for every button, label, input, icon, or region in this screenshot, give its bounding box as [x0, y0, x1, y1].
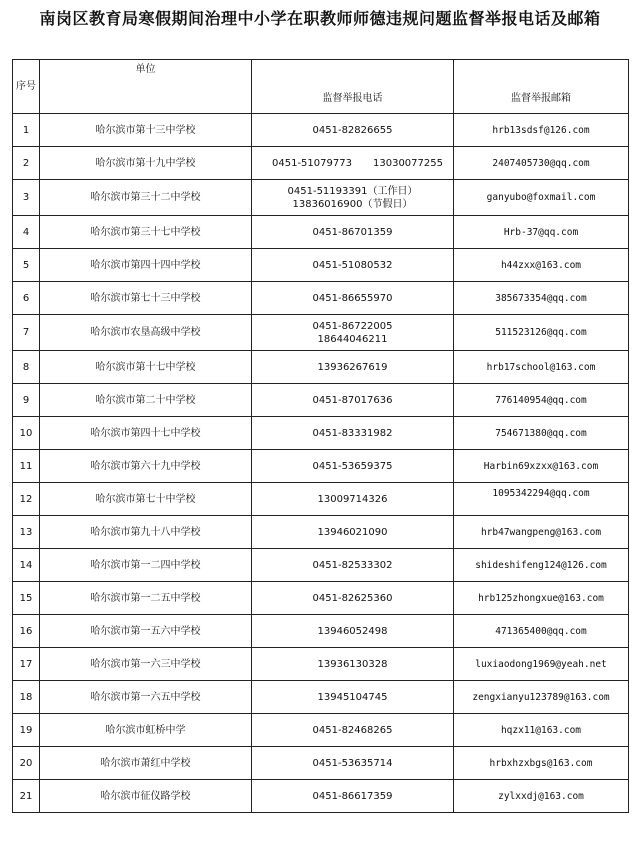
phone-primary: 0451-86722005: [312, 320, 393, 332]
table-row: [13, 417, 629, 450]
table-row: [13, 114, 629, 147]
email-cell: luxiaodong1969@yeah.net: [454, 648, 629, 681]
email-cell: h44zxx@163.com: [454, 249, 629, 282]
unit-name: 哈尔滨市第十九中学校: [40, 147, 252, 180]
unit-name: 哈尔滨市虹桥中学: [40, 714, 252, 747]
unit-name: 哈尔滨市第二十中学校: [40, 384, 252, 417]
unit-name: 哈尔滨市第三十七中学校: [40, 216, 252, 249]
table-row: [13, 648, 629, 681]
header-unit: 单位: [40, 60, 252, 114]
table-row: [13, 180, 629, 216]
table-row: [13, 216, 629, 249]
unit-name: 哈尔滨市第十七中学校: [40, 351, 252, 384]
row-number: 11: [13, 450, 40, 483]
row-number: 15: [13, 582, 40, 615]
phone-cell: 0451-51080532: [252, 249, 454, 282]
unit-name: 哈尔滨市第九十八中学校: [40, 516, 252, 549]
table-row: [13, 582, 629, 615]
row-number: 7: [13, 315, 40, 351]
row-number: 3: [13, 180, 40, 216]
table-row: [13, 681, 629, 714]
phone-cell: 13936267619: [252, 351, 454, 384]
header-no: 序号: [13, 60, 40, 114]
row-number: 16: [13, 615, 40, 648]
email-cell: 385673354@qq.com: [454, 282, 629, 315]
email-cell: 2407405730@qq.com: [454, 147, 629, 180]
table-row: [13, 450, 629, 483]
table-row: [13, 315, 629, 351]
unit-name: 哈尔滨市第一二四中学校: [40, 549, 252, 582]
email-cell: hqzx11@163.com: [454, 714, 629, 747]
email-cell: hrb125zhongxue@163.com: [454, 582, 629, 615]
row-number: 13: [13, 516, 40, 549]
table-row: [13, 483, 629, 516]
phone-cell: 13946021090: [252, 516, 454, 549]
phone-cell: 0451-82826655: [252, 114, 454, 147]
email-cell: hrb13sdsf@126.com: [454, 114, 629, 147]
row-number: 19: [13, 714, 40, 747]
phone-cell: 13936130328: [252, 648, 454, 681]
row-number: 12: [13, 483, 40, 516]
table-row: [13, 351, 629, 384]
email-cell: 776140954@qq.com: [454, 384, 629, 417]
unit-name: 哈尔滨市第六十九中学校: [40, 450, 252, 483]
header-email: 监督举报邮箱: [454, 60, 629, 114]
phone-cell: [252, 147, 454, 180]
email-cell: 471365400@qq.com: [454, 615, 629, 648]
row-number: 8: [13, 351, 40, 384]
phone-cell: 0451-87017636: [252, 384, 454, 417]
email-cell: zylxxdj@163.com: [454, 780, 629, 813]
email-cell: Hrb-37@qq.com: [454, 216, 629, 249]
phone-secondary: 13030077255: [373, 157, 443, 169]
row-number: 1: [13, 114, 40, 147]
phone-cell: [252, 315, 454, 351]
unit-name: 哈尔滨市第一二五中学校: [40, 582, 252, 615]
row-number: 18: [13, 681, 40, 714]
unit-name: 哈尔滨市第七十中学校: [40, 483, 252, 516]
table-row: [13, 249, 629, 282]
email-cell: hrb47wangpeng@163.com: [454, 516, 629, 549]
phone-secondary: 13836016900（节假日）: [292, 198, 413, 210]
email-cell: hrbxhzxbgs@163.com: [454, 747, 629, 780]
row-number: 6: [13, 282, 40, 315]
phone-cell: 0451-86617359: [252, 780, 454, 813]
row-number: 20: [13, 747, 40, 780]
phone-cell: 0451-82625360: [252, 582, 454, 615]
row-number: 21: [13, 780, 40, 813]
phone-secondary: 18644046211: [317, 333, 388, 345]
phone-cell: 0451-53635714: [252, 747, 454, 780]
unit-name: 哈尔滨市第四十七中学校: [40, 417, 252, 450]
phone-cell: 0451-82468265: [252, 714, 454, 747]
email-cell: 1095342294@qq.com: [454, 483, 629, 516]
unit-name: 哈尔滨市第七十三中学校: [40, 282, 252, 315]
table-row: [13, 282, 629, 315]
table-header-row: [13, 60, 629, 114]
phone-primary: 0451-51193391（工作日）: [287, 185, 418, 197]
row-number: 5: [13, 249, 40, 282]
phone-cell: [252, 180, 454, 216]
unit-name: 哈尔滨市第一六五中学校: [40, 681, 252, 714]
phone-cell: 0451-83331982: [252, 417, 454, 450]
row-number: 4: [13, 216, 40, 249]
table-row: [13, 780, 629, 813]
table-row: [13, 615, 629, 648]
table-body: [13, 114, 629, 813]
phone-cell: 0451-86701359: [252, 216, 454, 249]
unit-name: 哈尔滨市第十三中学校: [40, 114, 252, 147]
table-row: [13, 516, 629, 549]
email-cell: 511523126@qq.com: [454, 315, 629, 351]
unit-name: 哈尔滨市第一六三中学校: [40, 648, 252, 681]
unit-name: 哈尔滨市征仪路学校: [40, 780, 252, 813]
header-phone: 监督举报电话: [252, 60, 454, 114]
table-row: [13, 147, 629, 180]
email-cell: shideshifeng124@126.com: [454, 549, 629, 582]
unit-name: 哈尔滨市第三十二中学校: [40, 180, 252, 216]
row-number: 10: [13, 417, 40, 450]
table-row: [13, 549, 629, 582]
table-row: [13, 384, 629, 417]
page-title: 南岗区教育局寒假期间治理中小学在职教师师德违规问题监督举报电话及邮箱: [39, 9, 601, 28]
phone-cell: 0451-53659375: [252, 450, 454, 483]
email-cell: zengxianyu123789@163.com: [454, 681, 629, 714]
email-cell: hrb17school@163.com: [454, 351, 629, 384]
row-number: 9: [13, 384, 40, 417]
unit-name: 哈尔滨市第四十四中学校: [40, 249, 252, 282]
table-row: [13, 747, 629, 780]
unit-name: 哈尔滨市第一五六中学校: [40, 615, 252, 648]
phone-cell: 13946052498: [252, 615, 454, 648]
email-cell: Harbin69xzxx@163.com: [454, 450, 629, 483]
row-number: 17: [13, 648, 40, 681]
phone-cell: 0451-82533302: [252, 549, 454, 582]
contact-table: [12, 59, 629, 813]
unit-name: 哈尔滨市萧红中学校: [40, 747, 252, 780]
phone-cell: 13009714326: [252, 483, 454, 516]
table-row: [13, 714, 629, 747]
unit-name: 哈尔滨市农垦高级中学校: [40, 315, 252, 351]
email-cell: ganyubo@foxmail.com: [454, 180, 629, 216]
phone-primary: 0451-51079773: [272, 157, 352, 169]
phone-cell: 0451-86655970: [252, 282, 454, 315]
row-number: 14: [13, 549, 40, 582]
row-number: 2: [13, 147, 40, 180]
email-cell: 754671380@qq.com: [454, 417, 629, 450]
phone-cell: 13945104745: [252, 681, 454, 714]
